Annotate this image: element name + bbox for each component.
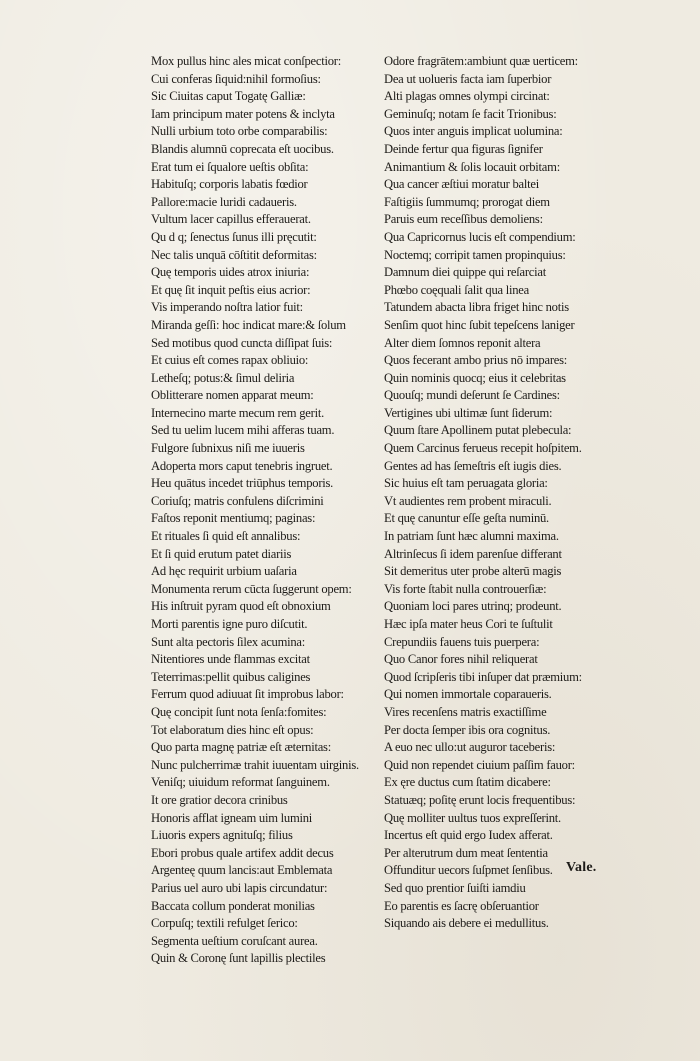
verse-line: Monumenta rerum cūcta ſuggerunt opem:: [151, 581, 352, 596]
verse-line: Ebori probus quale artifex addit decus: [151, 845, 334, 860]
verse-line: Segmenta ueſtium coruſcant aurea.: [151, 933, 318, 948]
verse-line: Alti plagas omnes olympi circinat:: [384, 89, 550, 104]
verse-line: Faſtigiis ſummumq; prorogat diem: [384, 194, 550, 209]
verse-line: Teterrimas:pellit quibus caligines: [151, 669, 311, 684]
verse-line: Altrinſecus ſi idem parenſue differant: [384, 546, 562, 561]
verse-line: Per alterutrum dum meat ſententia: [384, 845, 548, 860]
verse-line: Vis imperando noſtra latior fuit:: [151, 300, 303, 315]
verse-line: Corpuſq; textili refulget ſerico:: [151, 916, 298, 931]
verse-line: Nitentiores unde flammas excitat: [151, 652, 310, 667]
verse-line: Oblitterare nomen apparat meum:: [151, 388, 314, 403]
verse-line: Crepundiis fauens tuis puerpera:: [384, 634, 540, 649]
verse-line: Coriuſq; matris confulens diſcrimini: [151, 493, 324, 508]
verse-line: Fulgore ſubnixus niſi me iuueris: [151, 441, 305, 456]
verse-column-left: [151, 53, 391, 968]
verse-line: Iam principum mater potens & inclyta: [151, 106, 335, 121]
verse-line: Parius uel auro ubi lapis circundatur:: [151, 880, 328, 895]
verse-line: Et cuius eſt comes rapax obliuio:: [151, 353, 309, 368]
verse-line: Habituſq; corporis labatis fœdior: [151, 177, 308, 192]
verse-line: Qua Capricornus lucis eſt compendium:: [384, 229, 576, 244]
verse-line: Vis forte ſtabit nulla controuerſiæ:: [384, 581, 547, 596]
verse-line: Qu d q; ſenectus ſunus illi pręcutit:: [151, 229, 317, 244]
verse-line: Noctemq; corripit tamen propinquius:: [384, 247, 566, 262]
verse-line: Qua cancer æſtiui moratur baltei: [384, 177, 539, 192]
verse-line: Eo parentis es ſacrę obſeruantior: [384, 898, 539, 913]
verse-line: Sed quo prentior ſuiſti iamdiu: [384, 880, 526, 895]
verse-line: Vertigines ubi ultimæ ſunt ſiderum:: [384, 405, 553, 420]
verse-line: Geminuſq; notam ſe facit Trionibus:: [384, 106, 557, 121]
verse-line: Alter diem ſomnos reponit altera: [384, 335, 541, 350]
verse-line: Incertus eſt quid ergo Iudex afferat.: [384, 828, 553, 843]
verse-line: Ferrum quod adiuuat ſit improbus labor:: [151, 687, 344, 702]
verse-line: His inſtruit pyram quod eſt obnoxium: [151, 599, 331, 614]
verse-line: Quid non rependet ciuium paſſim fauor:: [384, 757, 575, 772]
verse-line: Sed tu uelim lucem mihi afferas tuam.: [151, 423, 335, 438]
verse-line: Ex ęre ductus cum ſtatim dicabere:: [384, 775, 551, 790]
verse-line: Cui conferas ſiquid:nihil formoſius:: [151, 71, 321, 86]
verse-line: Quum ſtare Apollinem putat plebecula:: [384, 423, 572, 438]
verse-line: Per docta ſemper ibis ora cognitus.: [384, 722, 551, 737]
verse-line: Et quę ſit inquit peſtis eius acrior:: [151, 282, 311, 297]
verse-line: Deinde fertur qua figuras ſignifer: [384, 141, 543, 156]
verse-line: Siquando ais debere ei medullitus.: [384, 916, 549, 931]
verse-line: Dea ut uolueris facta iam ſuperbior: [384, 71, 552, 86]
verse-line: Tot elaboratum dies hinc eſt opus:: [151, 722, 314, 737]
verse-line: Tatundem abacta libra friget hinc notis: [384, 300, 569, 315]
verse-line: Sic Ciuitas caput Togatę Galliæ:: [151, 89, 306, 104]
verse-line: Vt audientes rem probent miraculi.: [384, 493, 552, 508]
verse-column-right: [384, 53, 624, 933]
verse-line: Animantium & ſolis locauit orbitam:: [384, 159, 560, 174]
verse-line: Odore fragrātem:ambiunt quæ uerticem:: [384, 54, 578, 68]
verse-line: Statuæq; poſitę erunt locis frequentibus:: [384, 792, 576, 807]
verse-line: Veniſq; uiuidum reformat ſanguinem.: [151, 775, 330, 790]
verse-line: Argenteę quum lancis:aut Emblemata: [151, 863, 333, 878]
verse-line: Liuoris expers agnituſq; filius: [151, 828, 293, 843]
verse-line: Morti parentis igne puro diſcutit.: [151, 617, 308, 631]
verse-line: Nulli urbium toto orbe comparabilis:: [151, 124, 328, 139]
verse-line: Gentes ad has ſemeſtris eſt iugis dies.: [384, 458, 562, 473]
verse-line: Sunt alta pectoris ſilex acumina:: [151, 634, 306, 649]
verse-line: Mox pullus hinc ales micat conſpectior:: [151, 54, 341, 68]
verse-line: Hæc ipſa mater heus Cori te ſuſtulit: [384, 617, 553, 631]
verse-line: Miranda geſſi: hoc indicat mare:& ſolum: [151, 317, 346, 332]
verse-line: Quo parta magnę patriæ eſt æternitas:: [151, 740, 331, 755]
verse-line: Faſtos reponit mentiumq; paginas:: [151, 511, 316, 526]
verse-line: Honoris afflat igneam uim lumini: [151, 810, 313, 825]
verse-line: Offunditur uecors ſuſpmet ſenſibus.: [384, 863, 553, 878]
verse-line: Vultum lacer capillus efferauerat.: [151, 212, 311, 227]
verse-line: Quem Carcinus ferueus recepit hoſpitem.: [384, 441, 582, 456]
verse-line: Senſim quot hinc ſubit tepeſcens laniger: [384, 317, 575, 332]
verse-line: Quin & Coronę ſunt lapillis plectiles: [151, 951, 326, 966]
verse-line: Heu quātus incedet triūphus temporis.: [151, 476, 334, 491]
closing-word: Vale.: [566, 860, 597, 875]
verse-line: Quos fecerant ambo prius nō impares:: [384, 353, 567, 368]
verse-line: Letheſq; potus:& ſimul deliria: [151, 370, 295, 385]
verse-line: Baccata collum ponderat monilias: [151, 898, 315, 913]
verse-line: Nec talis unquā cōſtitit deformitas:: [151, 247, 317, 262]
verse-line: Vires recenſens matris exactiſſime: [384, 704, 547, 719]
verse-line: Paruis eum receſſibus demoliens:: [384, 212, 543, 227]
verse-line: Ad hęc requirit urbium uaſaria: [151, 564, 297, 579]
verse-line: It ore gratior decora crinibus: [151, 792, 288, 807]
verse-line: Sed motibus quod cuncta diſſipat ſuis:: [151, 335, 333, 350]
verse-line: Pallore:macie luridi cadaueris.: [151, 194, 297, 209]
verse-line: Et ſi quid erutum patet diariis: [151, 546, 292, 561]
verse-line: In patriam ſunt hæc alumni maxima.: [384, 529, 559, 544]
verse-line: Quoniam loci pares utrinq; prodeunt.: [384, 599, 562, 614]
verse-line: Nunc pulcherrimæ trahit iuuentam uirginis.: [151, 757, 359, 772]
verse-line: Sic huius eſt tam peruagata gloria:: [384, 476, 548, 491]
verse-line: Et quę canuntur eſſe geſta numinū.: [384, 511, 549, 526]
verse-line: Qui nomen immortale coparaueris.: [384, 687, 552, 702]
verse-line: Quos inter anguis implicat uolumina:: [384, 124, 563, 139]
verse-line: Damnum diei quippe qui reſarciat: [384, 265, 546, 280]
verse-line: Quo Canor fores nihil reliquerat: [384, 652, 538, 667]
verse-line: Internecino marte mecum rem gerit.: [151, 405, 324, 420]
verse-line: Adoperta mors caput tenebris ingruet.: [151, 458, 333, 473]
verse-line: Quouſq; mundi deſerunt ſe Cardines:: [384, 388, 560, 403]
verse-line: Phœbo coęquali ſalit qua linea: [384, 282, 529, 297]
verse-line: Blandis alumnū coprecata eſt uocibus.: [151, 141, 334, 156]
verse-line: Erat tum ei ſqualore ueſtis obſita:: [151, 159, 309, 174]
verse-line: Quę molliter uultus tuos expreſſerint.: [384, 810, 561, 825]
verse-line: Sit demeritus uter probe alterū magis: [384, 564, 562, 579]
verse-line: Quod ſcripſeris tibi inſuper dat præmium:: [384, 669, 582, 684]
verse-line: Quin nominis quocq; eius it celebritas: [384, 370, 566, 385]
verse-line: Et rituales ſi quid eſt annalibus:: [151, 529, 301, 544]
verse-line: A euo nec ullo:ut auguror taceberis:: [384, 740, 556, 755]
verse-line: Quę concipit ſunt nota ſenſa:fomites:: [151, 704, 327, 719]
verse-line: Quę temporis uides atrox iniuria:: [151, 265, 310, 280]
